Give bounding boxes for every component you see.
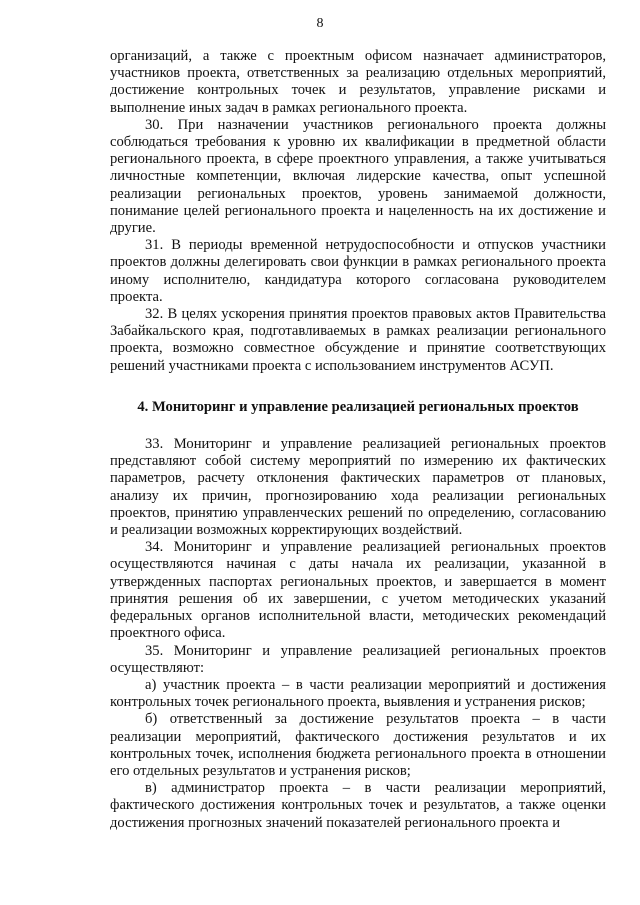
list-item-v: в) администратор проекта – в части реализации мероприятий, фактического достижения контрольных точек и результатов, а также оценки достижения прогнозных значений показателей регионального проекта и	[110, 780, 606, 831]
paragraph-35: 35. Мониторинг и управление реализацией региональных проектов осуществляют:	[110, 642, 606, 676]
page-number: 8	[316, 16, 324, 31]
list-item-a: а) участник проекта – в части реализации мероприятий и достижения контрольных точек регионального проекта, выявления и устранения рисков;	[110, 676, 606, 711]
paragraph-32: 32. В целях ускорения принятия проектов правовых актов Правительства Забайкальского края, подготавливаемых в рамках реализации регионального проекта, возможно совместное обсуждение и принятие соответствующих решений участниками проекта с использованием инструментов АСУП.	[110, 306, 606, 374]
document-body	[110, 48, 606, 832]
paragraph-34: 34. Мониторинг и управление реализацией региональных проектов осуществляются начиная с даты начала их реализации, указанной в утвержденных паспортах региональных проектов, и завершается в момент принятия решения об их завершении, с учетом методических указаний федеральных органов исполнительной власти, методических рекомендаций проектного офиса.	[110, 539, 606, 642]
section-heading: 4. Мониторинг и управление реализацией региональных проектов	[137, 398, 579, 415]
paragraph-33: 33. Мониторинг и управление реализацией региональных проектов представляют собой систему мероприятий по измерению их фактических параметров, расчету отклонения фактических параметров от плановых, анализу их причин, прогнозированию хода реализации региональных проектов, принятию управленческих решений по определению, согласованию и реализации возможных корректирующих воздействий.	[110, 436, 606, 539]
paragraph-31: 31. В периоды временной нетрудоспособности и отпусков участники проектов должны делегировать свои функции в рамках регионального проекта иному исполнителю, кандидатура которого согласована руководителем проекта.	[110, 237, 606, 305]
list-item-b: б) ответственный за достижение результатов проекта – в части реализации мероприятий, фактического достижения результатов и их контрольных точек, исполнения бюджета регионального проекта в отношении его отдельных результатов и устранения рисков;	[110, 711, 606, 779]
paragraph-continuation: организаций, а также с проектным офисом назначает администраторов, участников проекта, ответственных за реализацию отдельных мероприятий, достижение контрольных точек и результатов, управление рисками и выполнение иных задач в рамках регионального проекта.	[110, 48, 606, 116]
paragraph-30: 30. При назначении участников регионального проекта должны соблюдаться требования к уровню их квалификации в предметной области регионального проекта, в сфере проектного управления, а также учитываться личностные компетенции, включая лидерские качества, опыт успешной реализации региональных проектов, уровень занимаемой должности, понимание целей регионального проекта и нацеленность на их достижение и другие.	[110, 116, 606, 237]
